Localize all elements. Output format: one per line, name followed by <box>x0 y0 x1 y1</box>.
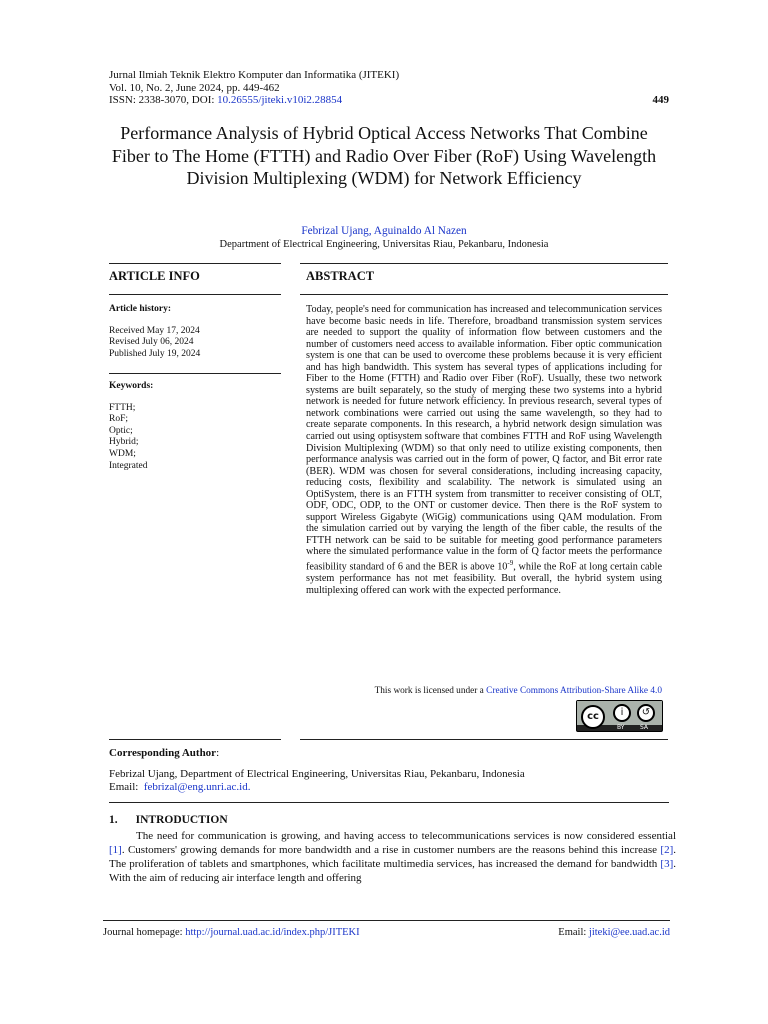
share-alike-icon: ↺ <box>637 704 655 722</box>
keyword-item: Integrated <box>109 460 148 471</box>
footer-email <box>558 927 670 938</box>
corresponding-author <box>109 747 669 794</box>
license-prefix: This work is licensed under a <box>374 686 487 696</box>
attribution-icon: i <box>613 704 631 722</box>
journal-volume: Vol. 10, No. 2, June 2024, pp. 449-462 <box>109 81 280 94</box>
keywords-rule <box>109 373 281 374</box>
homepage-label: Journal homepage: <box>103 927 186 938</box>
keyword-item: FTTH; <box>109 402 136 413</box>
cc-icon: cc <box>581 705 605 729</box>
paper-affiliation: Department of Electrical Engineering, Universitas Riau, Pekanbaru, Indonesia <box>219 239 549 250</box>
abstract-text-a: Today, people's need for communication has increased and telecommunication services have become basic needs in life. Therefore, broadband transmission system services are needed to support the quality of information flow between customers and the number of customers need access to available information. Fiber optic communication system is one that can be used to overcome these problems because it is very efficient and has high bandwidth. This system has several types of applications including for Fiber to the Home (FTTH) and Radio over Fiber (RoF). Usually, these two network systems are built separately, so the study of merging these two systems into a hybrid network is needed for future network efficiency. In previous research, several types of network combinations were carried out using the same wavelength, so they had to create separate components. In this research, a hybrid network design simulation was carried out using optisystem software that combines FTTH and RoF using Wavelength Division Multiplexing (WDM) so that only need to utilize existing components, then performance analysis was carried out in the form of power, Q factor, and Bit error rate (BER). WDM was chosen for several considerations, including increasing capacity, reducing costs, flexibility and scalability. The network is simulated using an OptiSystem, there is an FTTH system from transmitter to receiver consisting of OLT, ODF, ODC, ODP, to the ONT or customer device. Then there is the RoF system to support Wireless Gigabyte (WiGig) communications using QAM modulation. From the simulation carried out by varying the length of the fiber cable, the results of the FTTH network can be said to be suitable for meeting good performance parameters where the simulated performance value in the form of Q factor meets the performance feasibility standard of 6 and the BER is above 10 <box>306 304 662 573</box>
abstract-top-rule <box>300 263 668 264</box>
paper-title: Performance Analysis of Hybrid Optical Access Networks That Combine Fiber to The Home (FTTH) and Radio Over Fiber (RoF) Using Wavelength Division Multiplexing (WDM) for Network Efficiency <box>111 123 657 188</box>
corresponding-label: Corresponding Author <box>109 747 217 759</box>
article-info-sub-rule <box>109 294 281 295</box>
issn-doi-line <box>109 94 669 107</box>
keyword-item: Optic; <box>109 425 133 436</box>
abstract-sub-rule <box>300 294 668 295</box>
intro-text-4: . With the aim of reducing air interface length and offering <box>109 858 676 884</box>
paper-authors: Febrizal Ujang, Aguinaldo Al Nazen <box>301 225 467 237</box>
keyword-item: Hybrid; <box>109 437 139 448</box>
citation-1[interactable]: [1] <box>109 844 122 856</box>
citation-3[interactable]: [3] <box>660 858 674 870</box>
intro-text-2: . Customers' growing demands for more bandwidth and a rise in customer numbers are the reasons behind this increase <box>121 844 661 856</box>
article-history <box>109 304 281 360</box>
keyword-item: RoF; <box>109 414 129 425</box>
sa-label: SA <box>640 724 649 731</box>
corresponding-colon: : <box>216 747 220 759</box>
abstract-body <box>306 304 662 596</box>
article-history-label: Article history: <box>109 304 171 314</box>
corresponding-email[interactable]: febrizal@eng.unri.ac.id. <box>143 781 251 793</box>
revised-date: Revised July 06, 2024 <box>109 337 194 348</box>
intro-paragraph <box>109 829 676 885</box>
by-label: BY <box>617 724 625 731</box>
journal-header <box>109 69 669 107</box>
keywords-block <box>109 381 281 472</box>
article-info-heading: ARTICLE INFO <box>109 269 200 283</box>
page-footer <box>103 927 670 938</box>
received-date: Received May 17, 2024 <box>109 325 200 336</box>
footer-rule <box>103 920 670 921</box>
issn-doi-prefix: ISSN: 2338-3070, DOI: <box>109 94 218 106</box>
keyword-item: WDM; <box>109 448 136 459</box>
intro-heading <box>109 814 228 826</box>
intro-text-3: . The proliferation of tablets and smartphones, which facilitate multimedia services, has increased the demand for bandwidth <box>109 844 676 870</box>
license-link[interactable]: Creative Commons Attribution-Share Alike 4.0 <box>486 686 662 696</box>
article-info-top-rule <box>109 263 281 264</box>
email-label: Email: <box>109 781 139 793</box>
footer-email-label: Email: <box>558 927 589 938</box>
doi-link[interactable]: 10.26555/jiteki.v10i2.28854 <box>217 94 343 106</box>
license-line <box>306 686 662 696</box>
abstract-text-b: , while the RoF at long certain cable system performance has not met feasibility. But overall, the hybrid system using multiplexing offered can work with the expected performance. <box>306 561 662 596</box>
abstract-heading: ABSTRACT <box>306 269 375 283</box>
journal-name: Jurnal Ilmiah Teknik Elektro Komputer dan Informatika (JITEKI) <box>109 69 400 81</box>
abstract-bottom-rule <box>300 739 668 740</box>
corresponding-bottom-rule <box>109 802 669 803</box>
intro-number: 1. <box>109 814 118 826</box>
citation-2[interactable]: [2] <box>660 844 674 856</box>
keywords-label: Keywords: <box>109 381 154 391</box>
published-date: Published July 19, 2024 <box>109 348 201 359</box>
corresponding-name: Febrizal Ujang, Department of Electrical Engineering, Universitas Riau, Pekanbaru, Indonesia <box>109 768 525 780</box>
article-info-bottom-rule <box>109 739 281 740</box>
intro-text-1: The need for communication is growing, and having access to telecommunications services is now considered essential <box>136 830 676 842</box>
homepage-link[interactable]: http://journal.uad.ac.id/index.php/JITEKI <box>185 927 360 938</box>
abstract-exponent: -9 <box>507 559 514 568</box>
cc-by-sa-badge-icon[interactable] <box>576 700 663 732</box>
footer-email-link[interactable]: jiteki@ee.uad.ac.id <box>588 927 670 938</box>
page-number: 449 <box>652 94 669 106</box>
intro-title: INTRODUCTION <box>135 814 228 826</box>
